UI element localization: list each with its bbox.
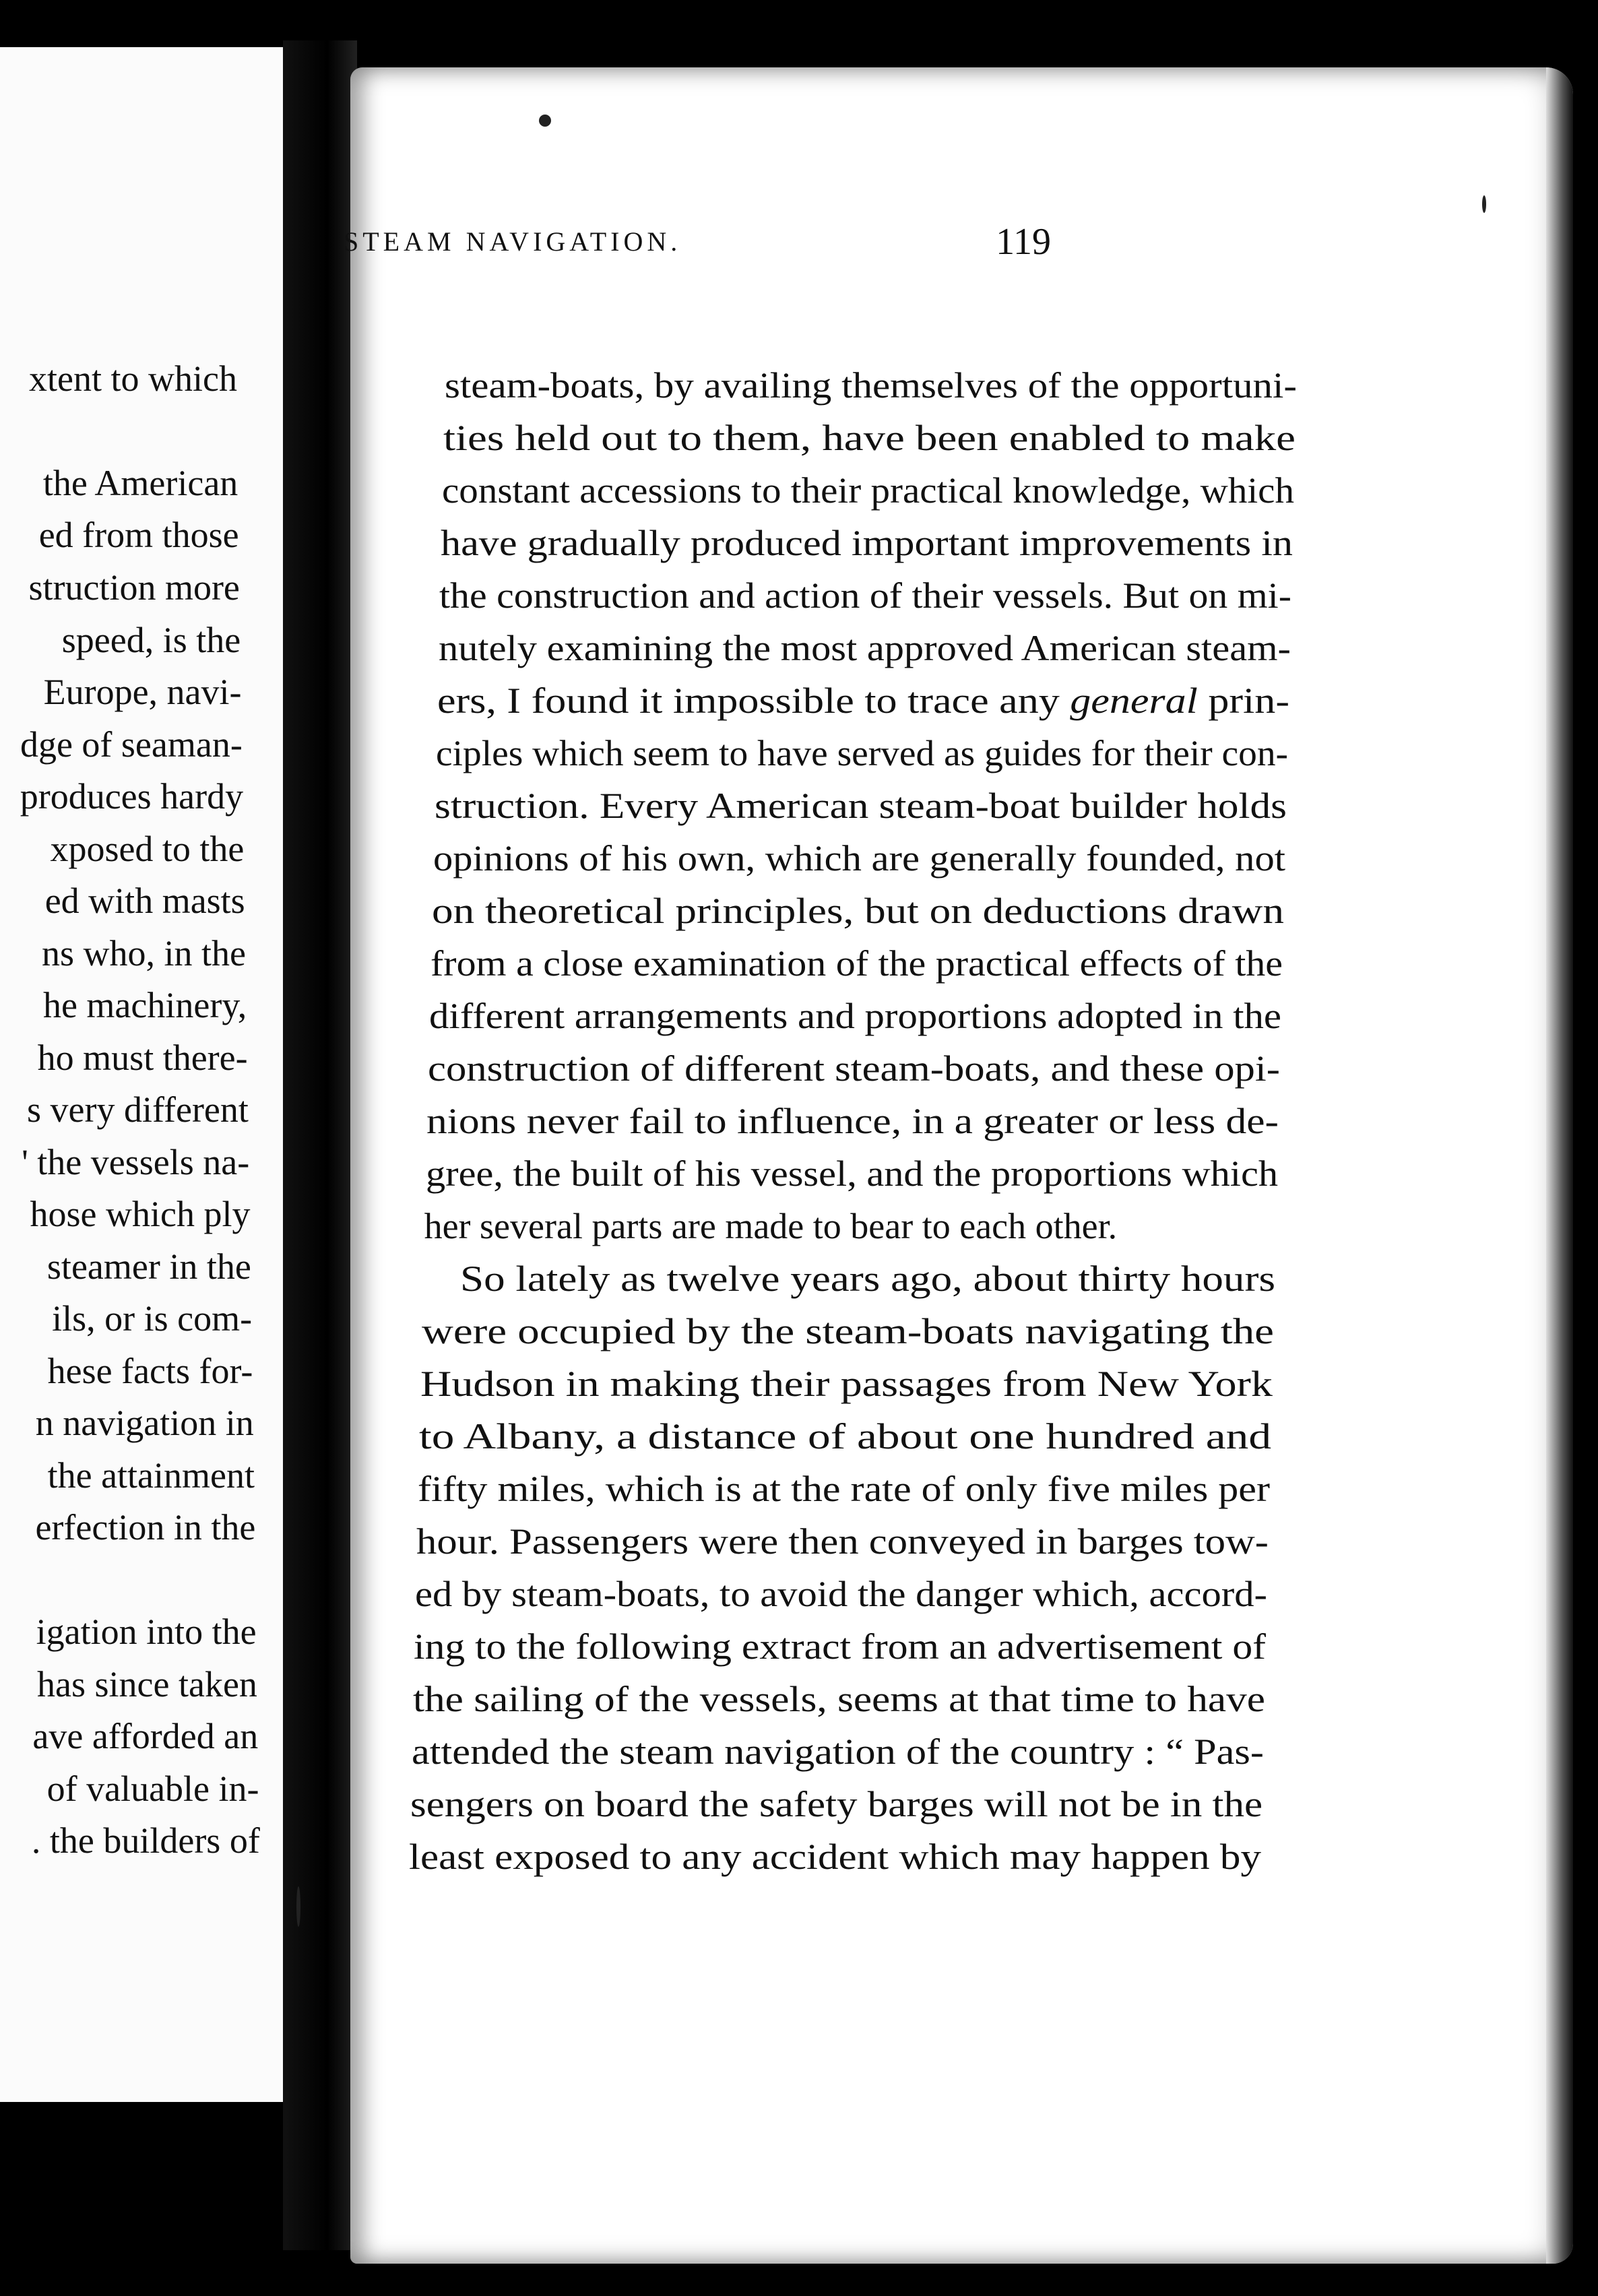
left-page-line: s very different xyxy=(27,1089,249,1130)
body-line: Hudson in making their passages from New York xyxy=(420,1364,1273,1404)
body-line: opinions of his own, which are generally founded, not xyxy=(433,838,1285,879)
body-line: her several parts are made to bear to each other. xyxy=(424,1206,1118,1246)
left-page-line: of valuable in- xyxy=(46,1768,259,1809)
left-page-line: hese facts for- xyxy=(47,1351,253,1391)
left-page-line: ho must there- xyxy=(37,1038,248,1078)
body-line: ties held out to them, have been enabled to make xyxy=(443,418,1296,458)
left-page-line: n navigation in xyxy=(35,1403,254,1443)
body-line: gree, the built of his vessel, and the proportions which xyxy=(425,1153,1278,1194)
body-line: attended the steam navigation of the country : “ Pas- xyxy=(411,1731,1264,1772)
body-line: the construction and action of their vessels. But on mi- xyxy=(439,575,1292,616)
body-line: fifty miles, which is at the rate of only five miles per xyxy=(418,1469,1271,1509)
left-page-line: dge of seaman- xyxy=(20,724,243,765)
body-line: struction. Every American steam-boat builder holds xyxy=(434,786,1287,826)
left-page-line: ' the vessels na- xyxy=(22,1142,250,1182)
body-line: So lately as twelve years ago, about thirty hours xyxy=(459,1258,1275,1299)
left-page-line: Europe, navi- xyxy=(43,672,242,712)
body-line: to Albany, a distance of about one hundred and xyxy=(419,1416,1271,1457)
body-line: steam-boats, by availing themselves of the opportuni- xyxy=(445,365,1297,406)
left-page-line: speed, is the xyxy=(61,620,241,660)
body-line: hour. Passengers were then conveyed in barges tow- xyxy=(416,1521,1269,1562)
body-line: the sailing of the vessels, seems at that time to have xyxy=(412,1679,1265,1719)
scan-speck xyxy=(296,1886,300,1927)
body-line: construction of different steam-boats, and these opi- xyxy=(428,1048,1281,1089)
left-page-line: . the builders of xyxy=(31,1820,260,1861)
body-line: ers, I found it impossible to trace any general prin- xyxy=(437,680,1289,721)
body-line: constant accessions to their practical knowledge, which xyxy=(442,470,1295,511)
body-line: nions never fail to influence, in a greater or less de- xyxy=(426,1101,1279,1141)
left-page-line: hose which ply xyxy=(30,1194,251,1234)
body-line: ed by steam-boats, to avoid the danger which, accord- xyxy=(415,1574,1268,1614)
left-page-line: steamer in the xyxy=(46,1246,251,1287)
body-line: least exposed to any accident which may happen by xyxy=(408,1837,1261,1877)
scan-speck xyxy=(539,115,551,127)
body-line: nutely examining the most approved American steam- xyxy=(438,628,1291,668)
left-page-line: igation into the xyxy=(36,1612,257,1652)
body-line: were occupied by the steam-boats navigating the xyxy=(421,1311,1274,1351)
left-page-line: ils, or is com- xyxy=(52,1298,253,1339)
left-page-line: ave afforded an xyxy=(32,1716,259,1756)
scan-speck xyxy=(1482,195,1486,213)
left-page-line: ed from those xyxy=(38,515,239,555)
left-page-line: xposed to the xyxy=(50,829,245,869)
body-line: on theoretical principles, but on deductions drawn xyxy=(432,891,1284,931)
left-page-line: erfection in the xyxy=(35,1507,256,1548)
page-number: 119 xyxy=(996,221,1051,263)
body-line: have gradually produced important improvements in xyxy=(441,523,1293,563)
body-line: different arrangements and proportions adopted in the xyxy=(429,996,1282,1036)
left-page-line: has since taken xyxy=(37,1664,257,1704)
body-line: sengers on board the safety barges will not be in the xyxy=(410,1784,1263,1824)
left-page-line: produces hardy xyxy=(20,776,244,817)
body-line: ciples which seem to have served as guides for their con- xyxy=(435,733,1288,773)
left-page-line: he machinery, xyxy=(42,985,247,1025)
body-line: ing to the following extract from an advertisement of xyxy=(414,1626,1267,1667)
left-page-line: the attainment xyxy=(47,1455,255,1496)
left-page-line: the American xyxy=(42,463,238,503)
running-title: STEAM NAVIGATION. xyxy=(344,226,682,257)
body-line: from a close examination of the practical effects of the xyxy=(430,943,1283,984)
left-page-line: struction more xyxy=(28,567,240,608)
left-page-line: ns who, in the xyxy=(42,933,246,974)
left-page-line: ed with masts xyxy=(44,881,245,921)
left-page-line: xtent to which xyxy=(29,358,237,399)
